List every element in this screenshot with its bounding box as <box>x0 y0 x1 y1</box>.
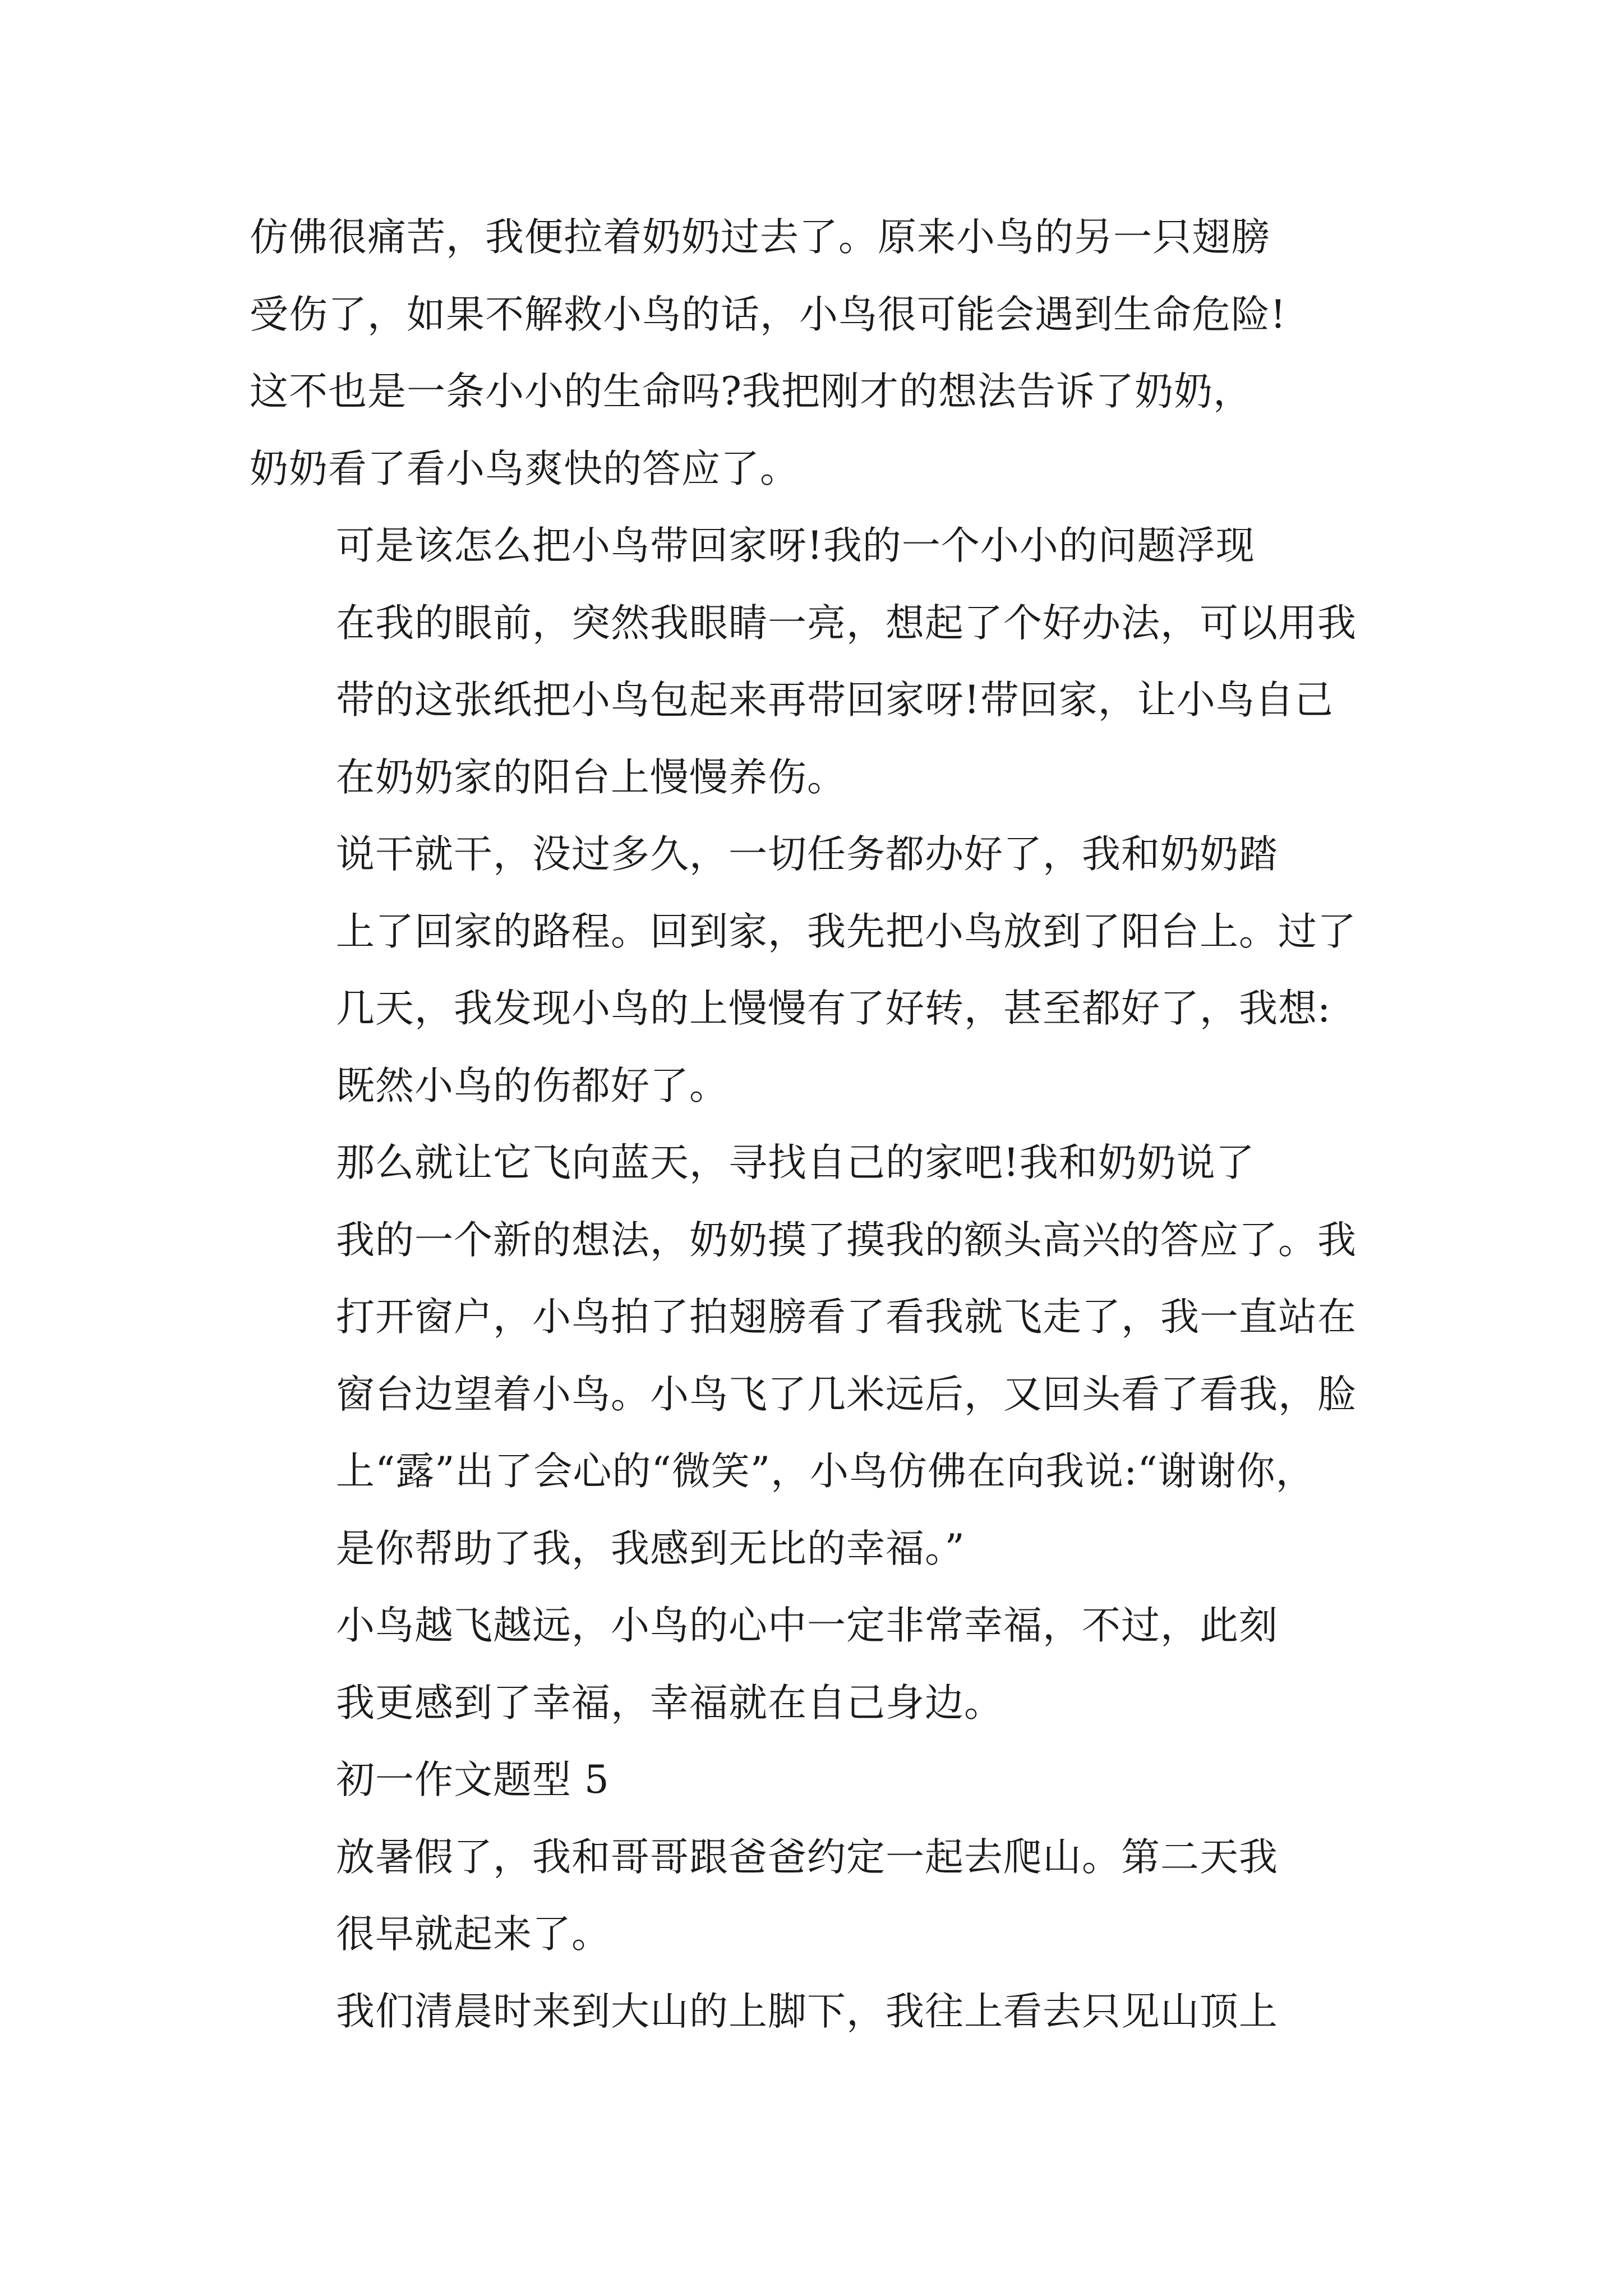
paragraph <box>250 816 1388 1125</box>
text-line: 奶奶看了看小鸟爽快的答应了。 <box>250 446 799 491</box>
text-line: 放暑假了，我和哥哥跟爸爸约定一起去爬山。第二天我 <box>336 1834 1278 1880</box>
text-line: 仿佛很痛苦，我便拉着奶奶过去了。原来小鸟的另一只翅膀 <box>250 215 1270 260</box>
text-line: 打开窗户，小鸟拍了拍翅膀看了看我就飞走了，我一直站在 <box>336 1295 1357 1340</box>
text-line: 可是该怎么把小鸟带回家呀!我的一个小小的问题浮现 <box>336 523 1255 568</box>
paragraph <box>250 1588 1388 1742</box>
text-line: 这不也是一条小小的生命吗?我把刚才的想法告诉了奶奶， <box>250 369 1252 414</box>
text-line: 我们清晨时来到大山的上脚下，我往上看去只见山顶上 <box>336 1989 1278 2034</box>
paragraph <box>250 508 1388 816</box>
text-line: 我的一个新的想法，奶奶摸了摸我的额头高兴的答应了。我 <box>336 1217 1357 1263</box>
text-line: 上了回家的路程。回到家，我先把小鸟放到了阳台上。过了 <box>336 909 1357 954</box>
paragraph <box>250 1742 1388 1819</box>
text-line: 很早就起来了。 <box>336 1912 611 1957</box>
paragraph <box>250 1819 1388 1973</box>
document-body <box>250 199 1388 2050</box>
text-line: 在我的眼前，突然我眼睛一亮，想起了个好办法，可以用我 <box>336 600 1357 646</box>
paragraph <box>250 1973 1388 2051</box>
text-line: 带的这张纸把小鸟包起来再带回家呀!带回家，让小鸟自己 <box>336 678 1334 723</box>
text-line: 上“露”出了会心的“微笑”，小鸟仿佛在向我说:“谢谢你， <box>336 1449 1315 1494</box>
text-line: 说干就干，没过多久，一切任务都办好了，我和奶奶踏 <box>336 832 1278 877</box>
paragraph <box>250 1125 1388 1588</box>
text-line: 初一作文题型 5 <box>336 1757 610 1802</box>
text-line: 既然小鸟的伤都好了。 <box>336 1063 728 1108</box>
text-line: 小鸟越飞越远，小鸟的心中一定非常幸福，不过，此刻 <box>336 1603 1278 1648</box>
text-line: 窗台边望着小鸟。小鸟飞了几米远后，又回头看了看我，脸 <box>336 1372 1357 1417</box>
paragraph <box>250 199 1388 508</box>
text-line: 我更感到了幸福，幸福就在自己身边。 <box>336 1680 1003 1726</box>
text-line: 几天，我发现小鸟的上慢慢有了好转，甚至都好了，我想: <box>336 986 1331 1031</box>
text-line: 在奶奶家的阳台上慢慢养伤。 <box>336 754 846 800</box>
text-line: 受伤了，如果不解救小鸟的话，小鸟很可能会遇到生命危险! <box>250 292 1287 337</box>
text-line: 那么就让它飞向蓝天，寻找自己的家吧!我和奶奶说了 <box>336 1140 1255 1185</box>
text-line: 是你帮助了我，我感到无比的幸福。” <box>336 1526 965 1571</box>
